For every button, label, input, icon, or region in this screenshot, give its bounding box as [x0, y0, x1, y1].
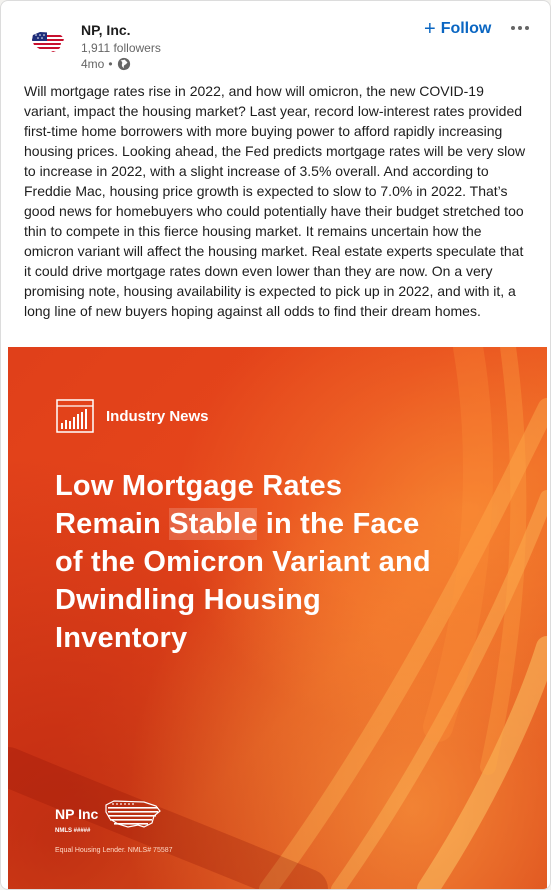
more-dot-icon	[518, 26, 522, 30]
post-age: 4mo	[81, 57, 105, 71]
plus-icon: +	[424, 18, 436, 40]
flag-logo-icon	[104, 797, 162, 831]
headline-highlight: Stable	[169, 508, 258, 540]
image-headline	[55, 467, 455, 657]
meta-separator: •	[108, 57, 113, 71]
post-image[interactable]	[8, 347, 547, 889]
post-meta	[81, 57, 131, 71]
bar-chart-icon	[56, 399, 94, 433]
more-dot-icon	[511, 26, 515, 30]
post-body: Will mortgage rates rise in 2022, and how will omicron, the new COVID-19 variant, impact the housing market? Last year, record low-interest rates provided first-time home borrowers with more buying power to afford rapidly increasing housing prices. Looking ahead, the Fed predicts mortgage rates will be very slow to increase in 2022, with a slight increase of 3.5% overall. And according to Freddie Mac, housing price growth is expected to slow to 7.0% in 2022. That’s good news for homebuyers who could potentially have their budget stretched too thin to compete in this fierce housing market. It remains uncertain how the omicron variant will affect the housing market. Real estate experts speculate that it could drive mortgage rates down even lower than they are now. On a very promising note, housing availability is expected to pick up in 2022, and with it, a long line of new buyers hoping against all odds to find their dream homes.	[24, 83, 526, 319]
headline-part: in the Face of the Omicron Variant and Dwindling Housing Inventory	[55, 508, 431, 654]
us-map-flag-icon[interactable]	[31, 29, 65, 55]
equal-housing-footer: Equal Housing Lender. NMLS# 75587	[55, 847, 173, 854]
industry-news-tag	[56, 399, 209, 433]
follow-button[interactable]	[424, 18, 491, 40]
np-logo-subtext: NMLS #####	[55, 828, 91, 834]
more-dot-icon	[525, 26, 529, 30]
follow-label: Follow	[440, 20, 492, 37]
post-header	[1, 1, 550, 81]
np-logo-text: NP Inc	[55, 806, 99, 822]
np-logo	[55, 797, 162, 831]
globe-icon	[117, 57, 131, 71]
company-name[interactable]: NP, Inc.	[81, 22, 131, 38]
more-options-button[interactable]	[508, 18, 532, 38]
follower-count: 1,911 followers	[81, 41, 161, 55]
headline-part: Low Mortgage Rates Remain	[55, 470, 343, 540]
industry-news-label: Industry News	[106, 407, 209, 425]
